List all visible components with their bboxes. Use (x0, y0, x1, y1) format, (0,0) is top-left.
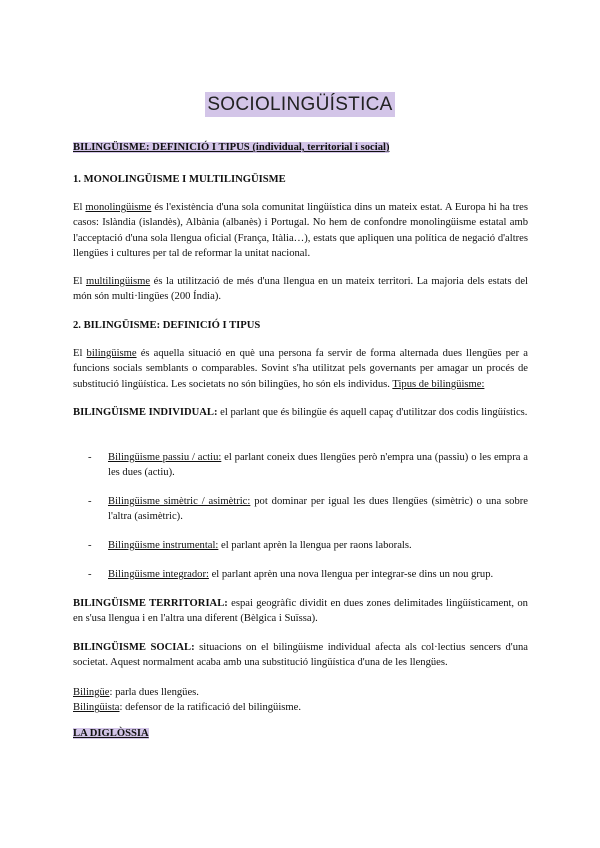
bullet-text: el parlant coneix dues llengües però n'empra una (passiu) o les empra a les dues (actiu). (108, 452, 528, 479)
p-text: El (73, 276, 86, 287)
def-text: : parla dues llengües. (109, 687, 199, 698)
individual-paragraph (73, 405, 528, 420)
section2-heading: 2. BILINGÜISME: DEFINICIÓ I TIPUS (73, 320, 261, 331)
p-text: El (73, 202, 86, 213)
bilinguisme-paragraph (73, 346, 528, 392)
territorial-label: BILINGÜISME TERRITORIAL: (73, 598, 228, 609)
section1-heading: 1. MONOLINGÜISME I MULTILINGÜISME (73, 174, 286, 185)
types-label: Tipus de bilingüisme: (392, 378, 485, 390)
bullet-dash: - (88, 452, 92, 463)
monolinguisme-paragraph (73, 200, 528, 262)
individual-label: BILINGÜISME INDIVIDUAL: (73, 407, 218, 418)
multilinguisme-paragraph (73, 274, 528, 305)
p-text: espai geogràfic dividit en dues zones delimitades lingüísticament, on en s'usa llengua i en l'altra una diferent (Bèlgica i Suïssa). (73, 598, 528, 625)
term-multilinguisme: multilingüisme (85, 276, 151, 287)
title-wrap (0, 92, 600, 117)
p-text: El (73, 348, 87, 359)
diglossia-heading-text: LA DIGLÒSSIA (73, 728, 149, 739)
bullet-dash: - (88, 569, 92, 580)
territorial-paragraph (73, 596, 528, 627)
def-bilinguista-term: Bilingüista (73, 702, 120, 714)
main-heading (73, 140, 528, 155)
definitions (73, 685, 528, 716)
social-label: BILINGÜISME SOCIAL: (73, 642, 195, 653)
term-bilinguisme: bilingüisme (86, 348, 137, 359)
p-text: el parlant que és bilingüe és aquell capaç d'utilitzar dos codis lingüístics. (217, 407, 528, 418)
main-heading-text: BILINGÜISME: DEFINICIÓ I TIPUS (individual, territorial i social) (73, 142, 390, 153)
p-text: és aquella situació en què una persona fa servir de forma alternada dues llengües per a funcions socials semblants o comparables. Sovint s'ha utilitzat pels governants per amagar un procés de substitució lingüística. Les societats no són bilingües, ho són els individus. (73, 348, 528, 390)
diglossia-heading (73, 726, 528, 741)
bullet-label: Bilingüisme simètric / asimètric: (108, 496, 251, 507)
p-text: situacions on el bilingüisme individual afecta als col·lectius sencers d'una societat. Aquest normalment acaba amb una substitució lingüística d'una de les llengües. (73, 642, 528, 669)
term-monolinguisme: monolingüisme (85, 202, 152, 213)
def-text: : defensor de la ratificació del bilingüisme. (119, 702, 302, 714)
bullet-dash: - (88, 540, 92, 551)
p-text: és la utilització de més d'una llengua en un mateix territori. La majoria dels estats del món són multi·lingües (200 Índia). (73, 276, 528, 303)
bullet-text: el parlant aprèn la llengua per raons laborals. (218, 540, 412, 551)
p-text: és l'existència d'una sola comunitat lingüística dins un mateix estat. A Europa hi ha tres casos: Islàndia (islandès), Albània (albanès) i Portugal. No hem de confondre monolingüisme estatal amb l'acceptació d'una sola llengua oficial (França, Itàlia…), estats que apliquen una política de negació d'altres llengües i cultures per tal de reformar la unitat nacional. (73, 202, 528, 260)
social-paragraph (73, 640, 528, 671)
bullet-text: pot dominar per igual les dues llengües (simètric) o una sobre l'altra (asimètric). (108, 496, 528, 523)
bullet-label: Bilingüisme instrumental: (108, 540, 219, 551)
def-bilingue-term: Bilingüe (73, 687, 110, 698)
bullet-label: Bilingüisme integrador: (108, 569, 209, 580)
bullet-label: Bilingüisme passiu / actiu: (108, 452, 222, 463)
bullet-text: el parlant aprèn una nova llengua per integrar-se dins un nou grup. (208, 569, 494, 580)
bullet-dash: - (88, 496, 92, 507)
page-title: SOCIOLINGÜÍSTICA (207, 94, 393, 115)
